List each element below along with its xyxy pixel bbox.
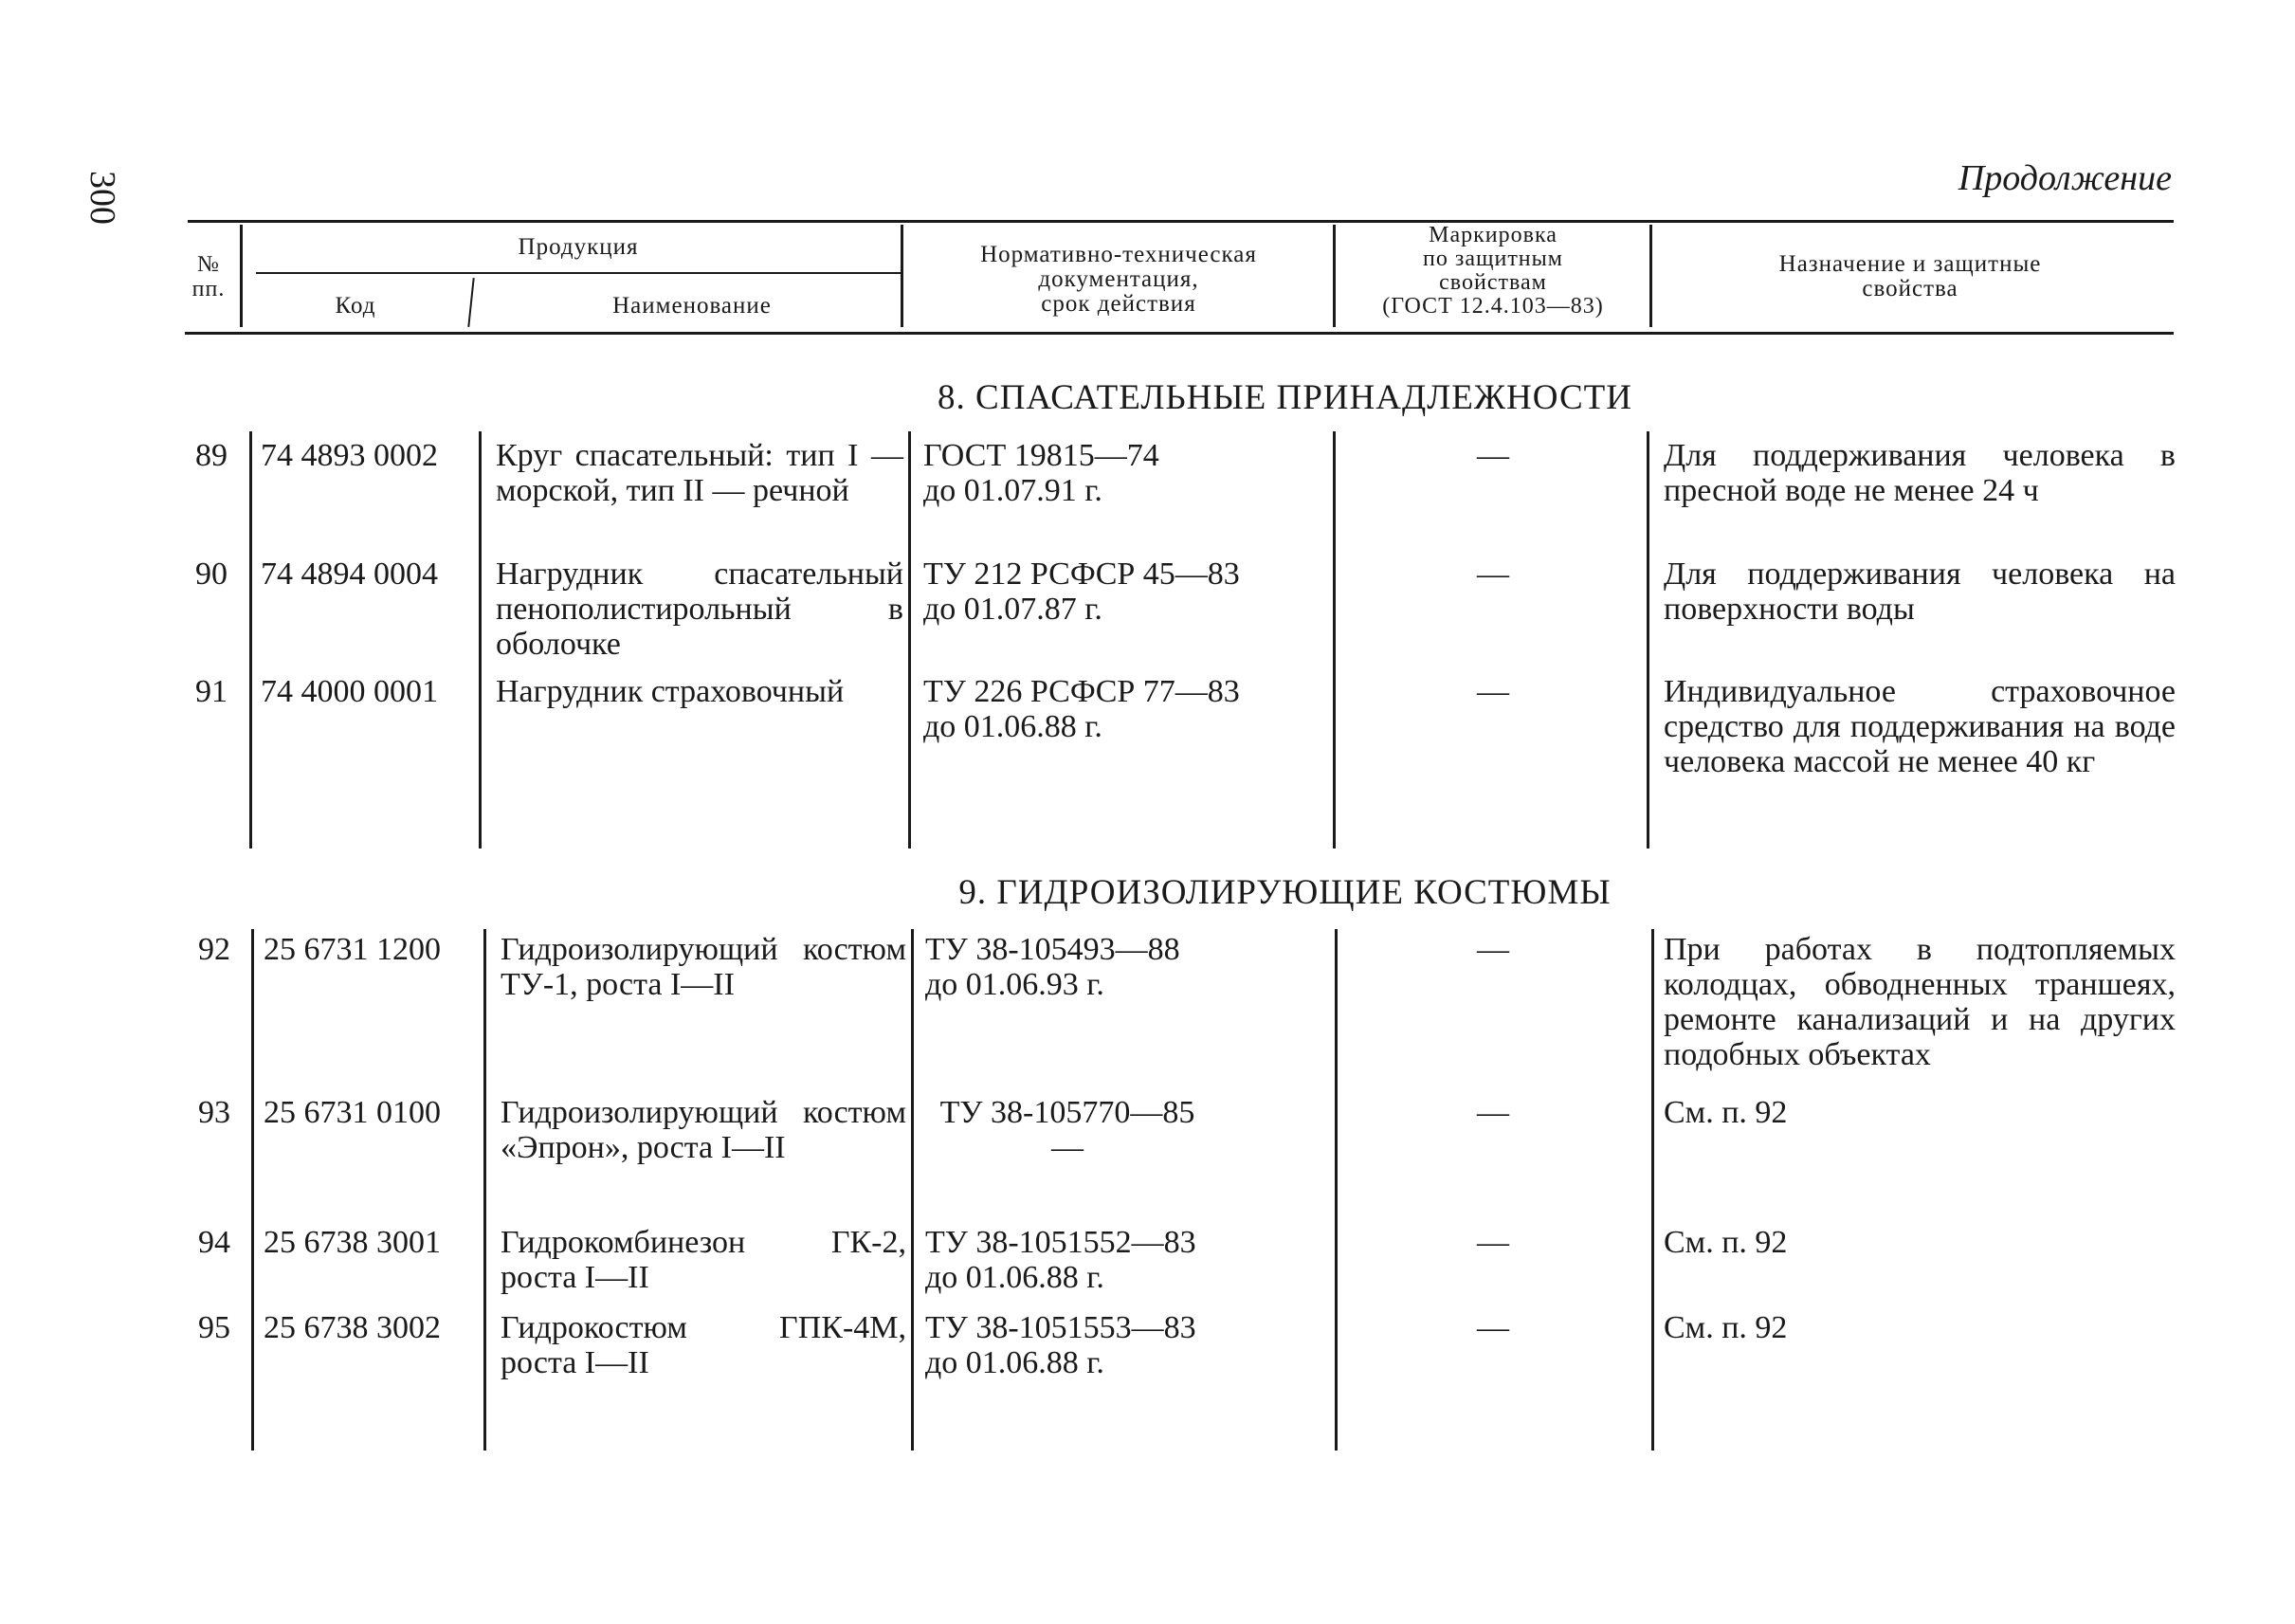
column-rule	[1335, 929, 1338, 1451]
marking-value: —	[1477, 1310, 1509, 1345]
normative-doc: ТУ 226 РСФСР 77—83 до 01.06.88 г.	[923, 674, 1240, 744]
header-sep	[1649, 225, 1652, 327]
column-rule	[483, 929, 486, 1451]
marking-value: —	[1477, 1095, 1509, 1130]
column-rule	[1651, 929, 1654, 1451]
section-title: 8. СПАСАТЕЛЬНЫЕ ПРИНАДЛЕЖНОСТИ	[938, 378, 1632, 417]
purpose-text: Для поддерживания человека на поверхности воды	[1664, 557, 2176, 627]
product-code: 25 6731 1200	[264, 932, 441, 967]
row-number: 91	[195, 674, 228, 709]
row-number: 92	[198, 932, 230, 967]
page-number: 300	[82, 171, 122, 225]
product-name: Гидрокомбинезон ГК-2, роста I—II	[501, 1225, 906, 1295]
product-name: Гидроизолирующий костюм «Эпрон», роста I—II	[501, 1095, 906, 1165]
column-rule	[479, 431, 482, 848]
normative-doc: ТУ 38-1051553—83 до 01.06.88 г.	[925, 1310, 1196, 1380]
header-sep	[901, 225, 903, 327]
product-code: 25 6738 3001	[264, 1225, 441, 1260]
purpose-text: См. п. 92	[1664, 1225, 1788, 1260]
purpose-text: Для поддерживания человека в пресной воде не менее 24 ч	[1664, 438, 2176, 508]
product-name: Круг спасательный: тип I — морской, тип II — речной	[496, 438, 903, 508]
header-num: № пп.	[191, 252, 226, 301]
marking-value: —	[1477, 932, 1509, 967]
row-number: 90	[195, 557, 228, 592]
normative-doc: ТУ 38-1051552—83 до 01.06.88 г.	[925, 1225, 1196, 1295]
header-sep	[1333, 225, 1336, 327]
row-number: 89	[195, 438, 228, 473]
header-normative: Нормативно-техническая документация, срок действия	[980, 242, 1257, 317]
purpose-text: Индивидуальное страховочное средство для поддерживания на воде человека массой не менее 40 кг	[1664, 674, 2176, 779]
column-rule	[249, 431, 252, 848]
header-product-rule	[256, 272, 901, 274]
normative-doc: ГОСТ 19815—74 до 01.07.91 г.	[923, 438, 1159, 508]
header-bottom-rule	[185, 332, 2174, 335]
product-name: Гидроизолирующий костюм ТУ-1, роста I—II	[501, 932, 906, 1002]
header-sep	[467, 278, 474, 327]
product-code: 74 4893 0002	[261, 438, 438, 473]
product-code: 25 6738 3002	[264, 1310, 441, 1345]
header-name: Наименование	[612, 293, 772, 319]
purpose-text: См. п. 92	[1664, 1310, 1788, 1345]
column-rule	[908, 431, 911, 848]
continuation-label: Продолжение	[1958, 158, 2172, 198]
purpose-text: См. п. 92	[1664, 1095, 1788, 1130]
product-name: Нагрудник страховочный	[496, 674, 845, 709]
normative-doc: ТУ 38-105770—85 —	[939, 1095, 1195, 1165]
product-code: 25 6731 0100	[264, 1095, 441, 1130]
header-marking: Маркировка по защитным свойствам (ГОСТ 12.4.103—83)	[1382, 223, 1604, 319]
purpose-text: При работах в подтопляемых колодцах, обводненных траншеях, ремонте канализаций и на других подобных объектах	[1664, 932, 2176, 1072]
column-rule	[1647, 431, 1649, 848]
column-rule	[911, 929, 914, 1451]
normative-doc: ТУ 212 РСФСР 45—83 до 01.07.87 г.	[923, 557, 1240, 627]
marking-value: —	[1477, 1225, 1509, 1260]
column-rule	[251, 929, 254, 1451]
header-product: Продукция	[518, 234, 639, 260]
normative-doc: ТУ 38-105493—88 до 01.06.93 г.	[925, 932, 1180, 1002]
header-sep	[240, 225, 243, 327]
section-title: 9. ГИДРОИЗОЛИРУЮЩИЕ КОСТЮМЫ	[958, 873, 1612, 912]
row-number: 95	[198, 1310, 230, 1345]
product-name: Нагрудник спасательный пенополистирольный в оболочке	[496, 557, 903, 662]
product-code: 74 4894 0004	[261, 557, 438, 592]
product-code: 74 4000 0001	[261, 674, 438, 709]
row-number: 93	[198, 1095, 230, 1130]
column-rule	[1333, 431, 1336, 848]
row-number: 94	[198, 1225, 230, 1260]
marking-value: —	[1477, 674, 1509, 709]
header-purpose: Назначение и защитные свойства	[1778, 251, 2042, 301]
header-code: Код	[335, 293, 376, 319]
marking-value: —	[1477, 557, 1509, 592]
product-name: Гидрокостюм ГПК-4М, роста I—II	[501, 1310, 906, 1380]
header-top-rule	[188, 220, 2174, 223]
marking-value: —	[1477, 438, 1509, 473]
